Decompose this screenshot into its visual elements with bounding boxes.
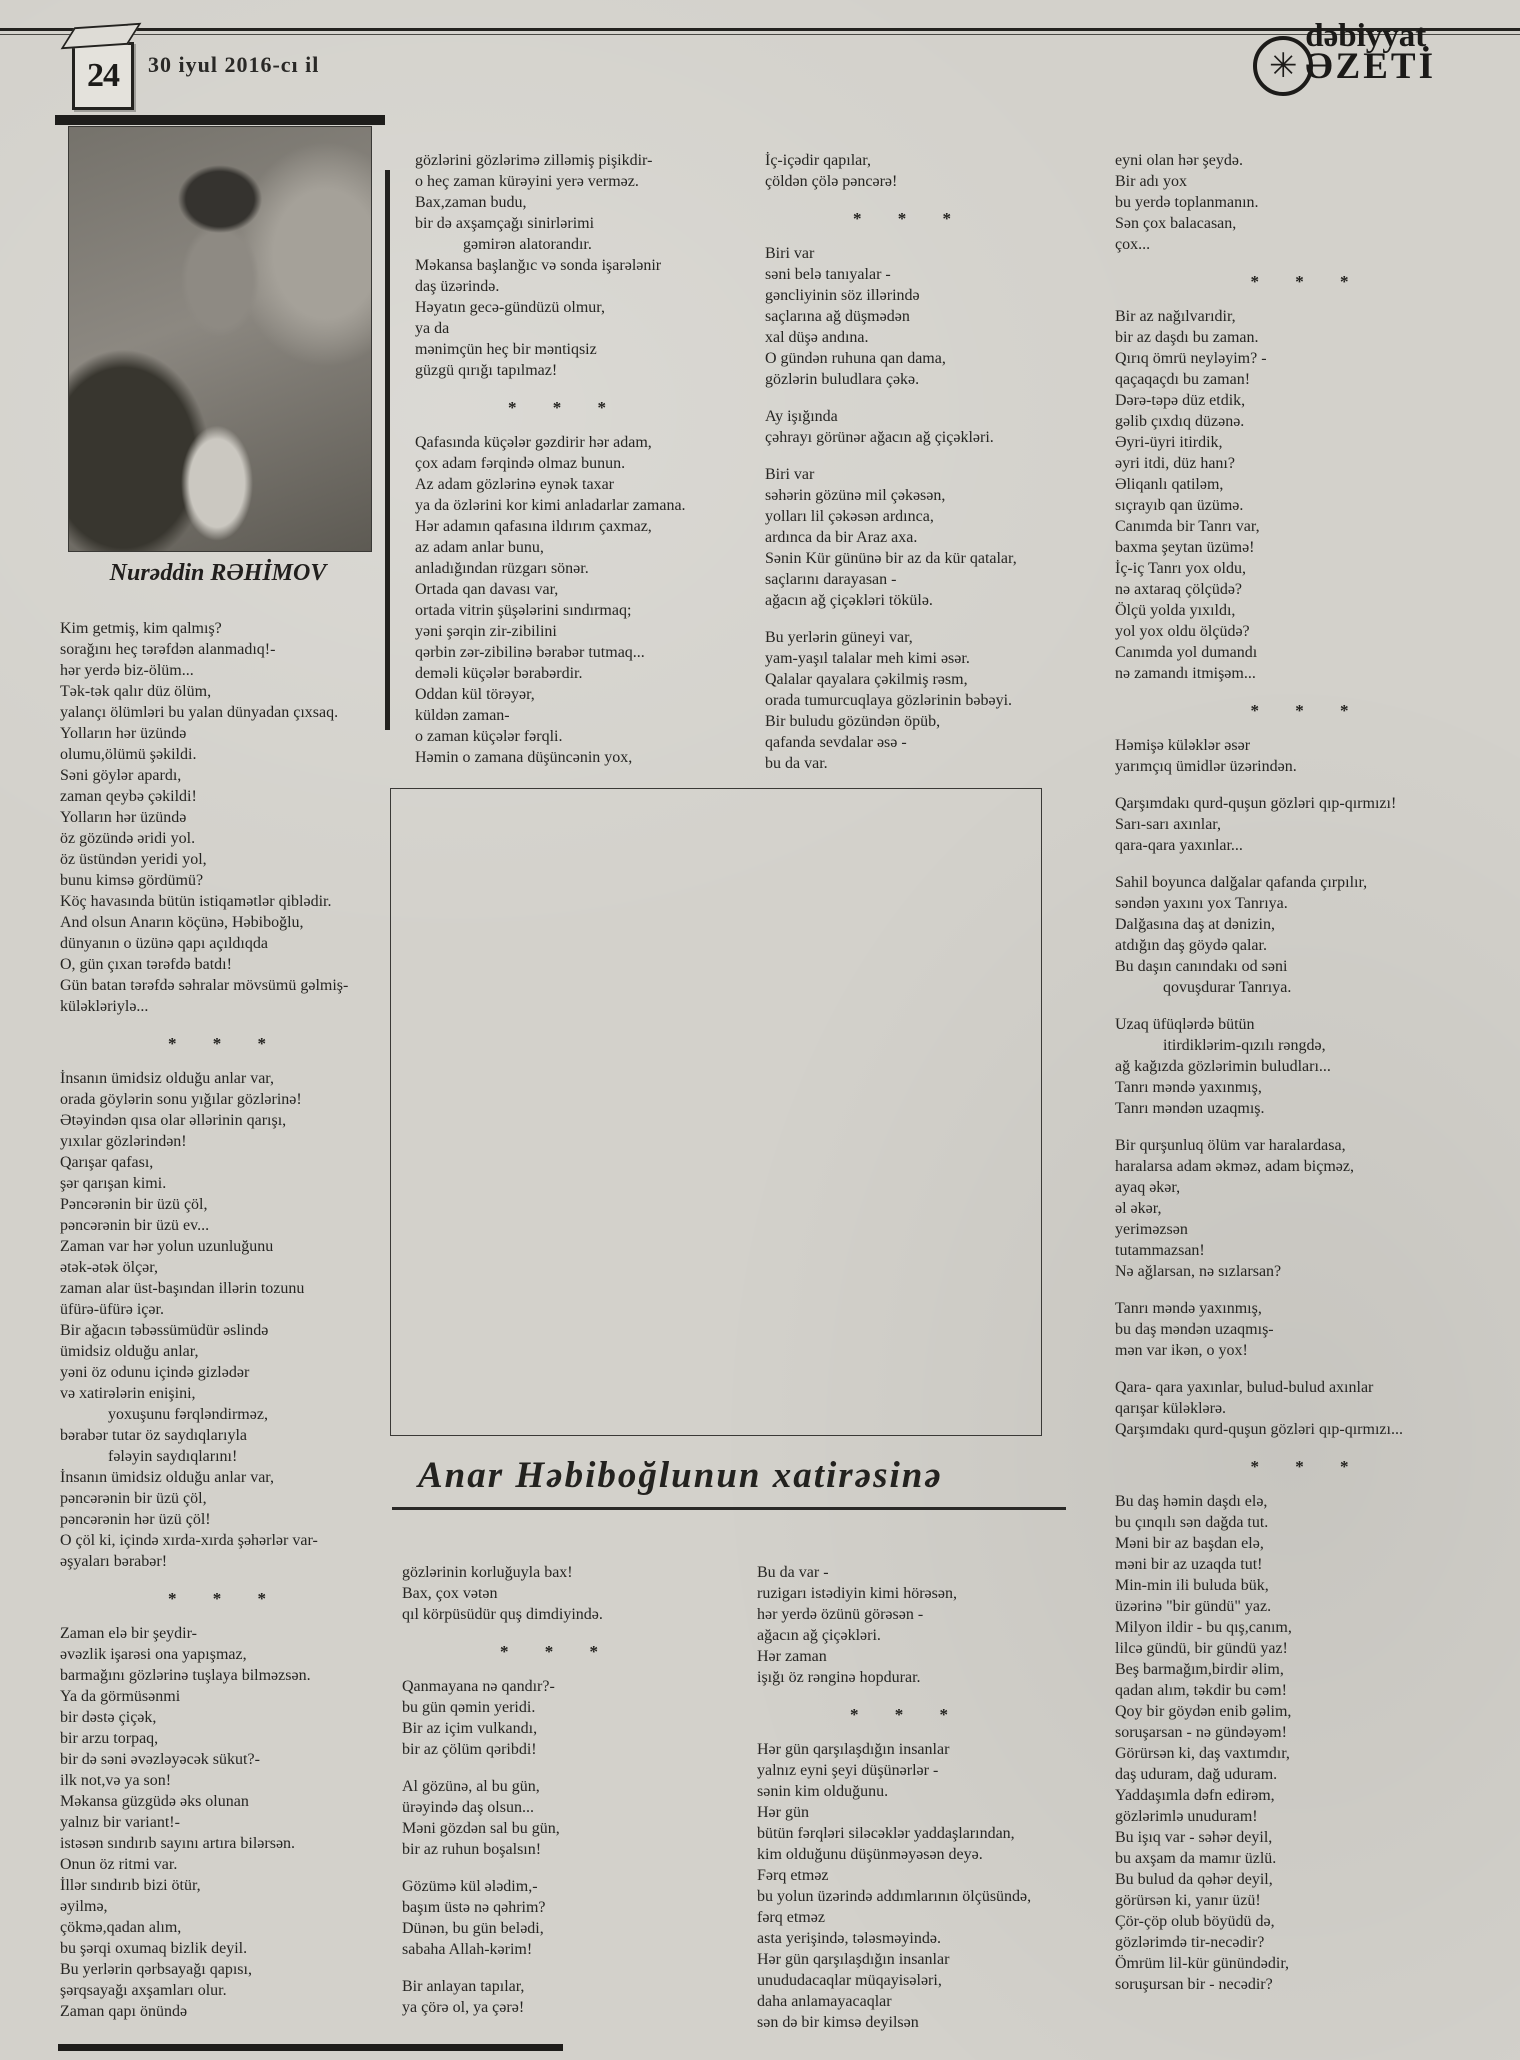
poem-line: ağacın ağ çiçəkləri tökülə. <box>765 592 933 609</box>
stanza <box>757 1562 1057 1688</box>
poem-line: bütün fərqləri siləcəklər yaddaşlarından, <box>757 1825 1015 1842</box>
poem-line: bu gün qəmin yeridi. <box>402 1699 536 1716</box>
poem-line: Hər adamın qafasına ildırım çaxmaz, <box>415 518 652 535</box>
poem-line: yam-yaşıl talalar meh kimi əsər. <box>765 650 970 667</box>
poem-line: Qarşımdakı qurd-quşun gözləri qıp-qırmızı... <box>1115 1421 1403 1438</box>
poem-line: yarımçıq ümidlər üzərindən. <box>1115 758 1297 775</box>
poem-line: Zaman elə bir şeydir- <box>60 1625 197 1642</box>
poem-line: Bir az nağılvarıdir, <box>1115 308 1236 325</box>
stanza <box>60 1623 390 2022</box>
poem-line: Həmin o zamana düşüncənin yox, <box>415 749 633 766</box>
poem-line: bu yerdə toplanmanın. <box>1115 194 1259 211</box>
poem-line: üzərinə "bir gündü" yaz. <box>1115 1598 1272 1615</box>
stanza <box>1115 1491 1500 1995</box>
poem-line: Tanrı məndə yaxınmış, <box>1115 1079 1262 1096</box>
poem-line: Qoy bir göydən enib gəlim, <box>1115 1703 1292 1720</box>
poem-line: gözlərin buludlara çəkə. <box>765 371 920 388</box>
poem-line: sorağını heç tərəfdən alanmadıq!- <box>60 641 276 658</box>
poem-line: məni bir az uzaqda tut! <box>1115 1556 1263 1573</box>
issue-date: 30 iyul 2016-cı il <box>148 52 320 77</box>
poem-line: Canımda bir Tanrı var, <box>1115 518 1260 535</box>
stanza <box>1115 872 1500 998</box>
stanza-separator: * * * <box>168 1034 282 1053</box>
poem-line: daş üzərində. <box>415 278 500 295</box>
poem-line: az adam anlar bunu, <box>415 539 544 556</box>
poem-line: İnsanın ümidsiz olduğu anlar var, <box>60 1070 274 1087</box>
stanza-separator: * * * <box>508 398 622 417</box>
poem-line: qara-qara yaxınlar... <box>1115 837 1243 854</box>
poem-line: ya çörə ol, ya çərə! <box>402 1999 525 2016</box>
poem-line: ya da <box>415 320 450 337</box>
poem-line: bu yolun üzərində addımlarının ölçüsündə, <box>757 1888 1032 1905</box>
poem-line: Gözümə kül ələdim,- <box>402 1878 538 1895</box>
poem-line: Min-min ili buluda bük, <box>1115 1577 1269 1594</box>
poem-line: bu daş məndən uzaqmış- <box>1115 1321 1274 1338</box>
poem-line: Hər zaman <box>757 1648 827 1665</box>
stanza-separator: * * * <box>850 1705 964 1724</box>
poem-line: Bax, çox vətən <box>402 1585 498 1602</box>
poem-line: İç-iç Tanrı yox oldu, <box>1115 560 1246 577</box>
stanza <box>1115 1377 1500 1440</box>
stanza <box>765 150 1055 192</box>
stanza <box>765 243 1055 390</box>
poem-column-1 <box>60 618 390 2038</box>
memorial-photo <box>390 788 1042 1436</box>
poem-line: bu şərqi oxumaq bizlik deyil. <box>60 1940 248 1957</box>
poem-line: Bu da var - <box>757 1564 829 1581</box>
poem-line: küldən zaman- <box>415 707 510 724</box>
poem-line: Milyon ildir - bu qış,canım, <box>1115 1619 1292 1636</box>
stanza <box>1115 793 1500 856</box>
poem-line: çəhrayı görünər ağacın ağ çiçəkləri. <box>765 429 994 446</box>
poem-line: sıçrayıb qan üzümə. <box>1115 497 1244 514</box>
poem-line: orada tumurcuqlaya gözlərinin bəbəyi. <box>765 692 1013 709</box>
poem-line: əyilmə, <box>60 1898 108 1915</box>
poem-line: qaçaqaçdı bu zaman! <box>1115 371 1251 388</box>
poem-line: bir dəstə çiçək, <box>60 1709 157 1726</box>
poem-line: əvəzlik işarəsi ona yapışmaz, <box>60 1646 247 1663</box>
poem-line: soruşursan bir - necədir? <box>1115 1976 1273 1993</box>
poem-line: Ömrüm lil-kür günündədir, <box>1115 1955 1289 1972</box>
poem-column-3 <box>765 150 1055 790</box>
poem-line: baxma şeytan üzümə! <box>1115 539 1255 556</box>
poem-line: İç-içədir qapılar, <box>765 152 871 169</box>
poem-line: Biri var <box>765 466 815 483</box>
poem-line: barmağını gözlərinə tuşlaya bilməzsən. <box>60 1667 311 1684</box>
poem-line: Ortada qan davası var, <box>415 581 559 598</box>
stanza <box>1115 306 1500 684</box>
poem-line: Bu işıq var - səhər deyil, <box>1115 1829 1273 1846</box>
poem-line: atdığın daş göydə qalar. <box>1115 937 1267 954</box>
poem-line: bərabər tutar öz saydıqlarıyla <box>60 1427 248 1444</box>
bottom-rule <box>58 2044 563 2051</box>
poem-line: yeriməzsən <box>1115 1221 1188 1238</box>
poem-line: yalnız eyni şeyi düşünərlər - <box>757 1762 939 1779</box>
author-name: Nurəddin RƏHİMOV <box>109 560 327 586</box>
poem-line: Nə ağlarsan, nə sızlarsan? <box>1115 1263 1282 1280</box>
poem-line: Yaddaşımla dəfn edirəm, <box>1115 1787 1275 1804</box>
poem-line: ortada vitrin şüşələrini sındırmaq; <box>415 602 632 619</box>
poem-line: səhərin gözünə mil çəkəsən, <box>765 487 946 504</box>
poem-line: O, gün çıxan tərəfdə batdı! <box>60 956 232 973</box>
poem-line: eyni olan hər şeydə. <box>1115 152 1243 169</box>
poem-line: qərbin zər-zibilinə bərabər tutmaq... <box>415 644 645 661</box>
poem-line: gözlərinin korluğuyla bax! <box>402 1564 573 1581</box>
stanza <box>402 1776 712 1860</box>
poem-line: sabaha Allah-kərim! <box>402 1941 533 1958</box>
poem-line: gözlərimlə unuduram! <box>1115 1808 1258 1825</box>
poem-line: Bir az içim vulkandı, <box>402 1720 538 1737</box>
poem-line: yoxuşunu fərqləndirməz, <box>60 1406 268 1423</box>
poem-line: İnsanın ümidsiz olduğu anlar var, <box>60 1469 274 1486</box>
poem-line: Məkansa başlanğıc və sonda işarələnir <box>415 257 662 274</box>
poem-column-4 <box>1115 150 1500 2011</box>
poem-line: sən də bir kimsə deyilsən <box>757 2014 919 2031</box>
poem-line: tutammazsan! <box>1115 1242 1205 1259</box>
poem-line: sənin kim olduğunu. <box>757 1783 889 1800</box>
stanza <box>415 432 715 768</box>
poem-line: əşyaları bərabər! <box>60 1553 168 1570</box>
poem-line: Yolların hər üzündə <box>60 725 187 742</box>
poem-line: kim olduğunu düşünməyəsən deyə. <box>757 1846 983 1863</box>
poem-line: gözlərini gözlərimə zilləmiş pişikdir- <box>415 152 653 169</box>
poem-line: o zaman küçələr fərqli. <box>415 728 563 745</box>
poem-line: öz üstündən yeridi yol, <box>60 851 207 868</box>
poem-line: Yolların hər üzündə <box>60 809 187 826</box>
poem-line: Sənin Kür gününə bir az da kür qatalar, <box>765 550 1017 567</box>
poem-line: bu da var. <box>765 755 828 772</box>
author-photo <box>68 126 372 552</box>
poem-line: Həyatın gecə-gündüzü olmur, <box>415 299 605 316</box>
poem-line: itirdiklərim-qızılı rəngdə, <box>1115 1037 1326 1054</box>
stanza-separator: * * * <box>853 209 967 228</box>
poem-line: şərqsayağı axşamları olur. <box>60 1982 227 1999</box>
poem-line: Həmişə küləklər əsər <box>1115 737 1251 754</box>
poem-line: çox adam fərqində olmaz bunun. <box>415 455 626 472</box>
poem-line: O çöl ki, içində xırda-xırda şəhərlər var- <box>60 1532 318 1549</box>
poem-line: başım üstə nə qəhrim? <box>402 1899 546 1916</box>
poem-line: Zaman qapı önündə <box>60 2003 188 2020</box>
poem-column-bottom-middle <box>757 1562 1057 2049</box>
poem-line: orada göylərin sonu yığılar gözlərinə! <box>60 1091 302 1108</box>
poem-line: And olsun Anarın köçünə, Həbiboğlu, <box>60 914 304 931</box>
poem-line: Tanrı məndə yaxınmış, <box>1115 1300 1262 1317</box>
poem-line: gəmirən alatorandır. <box>415 236 592 253</box>
poem-line: dünyanın o üzünə qapı açıldıqda <box>60 935 268 952</box>
stanza <box>1115 1014 1500 1119</box>
poem-line: çox... <box>1115 236 1151 253</box>
poem-line: saçlarına ağ düşmədən <box>765 308 910 325</box>
poem-line: Ay işığında <box>765 408 838 425</box>
poem-line: ruzigarı istədiyin kimi hörəsən, <box>757 1585 957 1602</box>
poem-line: Məni gözdən sal bu gün, <box>402 1820 560 1837</box>
stanza <box>1115 1135 1500 1282</box>
poem-line: yalnız bir variant!- <box>60 1814 180 1831</box>
poem-line: Qalalar qayalara çəkilmiş rəsm, <box>765 671 968 688</box>
poem-line: Bir ağacın təbəssümüdür əslində <box>60 1322 269 1339</box>
poem-line: yıxılar gözlərindən! <box>60 1133 187 1150</box>
poem-line: Sahil boyunca dalğalar qafanda çırpılır, <box>1115 874 1368 891</box>
masthead-title-top: dəbiyyat <box>1305 18 1427 54</box>
poem-line: qafanda sevdalar əsə - <box>765 734 907 751</box>
poem-line: Bir buludu gözündən öpüb, <box>765 713 941 730</box>
poem-line: fələyin saydıqlarını! <box>60 1448 238 1465</box>
poem-line: Qanmayana nə qandır?- <box>402 1678 555 1695</box>
stanza <box>60 618 390 1017</box>
poem-line: əyri itdi, düz hanı? <box>1115 455 1235 472</box>
stanza <box>60 1068 390 1572</box>
poem-line: bunu kimsə gördümü? <box>60 872 204 889</box>
poem-line: saçlarını darayasan - <box>765 571 897 588</box>
book-icon <box>72 42 134 110</box>
poem-line: Az adam gözlərinə eynək taxar <box>415 476 615 493</box>
poem-line: Sarı-sarı axınlar, <box>1115 816 1221 833</box>
poem-line: qarışar küləklərə. <box>1115 1400 1227 1417</box>
poem-line: Tək-tək qalır düz ölüm, <box>60 683 212 700</box>
poem-line: yəni öz odunu içində gizlədər <box>60 1364 250 1381</box>
stanza-separator: * * * <box>1250 701 1365 720</box>
poem-line: Bu bulud da qəhər deyil, <box>1115 1871 1273 1888</box>
poem-line: Görürsən ki, daş vaxtımdır, <box>1115 1745 1290 1762</box>
poem-line: Qırıq ömrü neyləyim? - <box>1115 350 1267 367</box>
stanza <box>402 1876 712 1960</box>
poem-line: səni belə tanıyalar - <box>765 266 891 283</box>
poem-line: Bir qurşunluq ölüm var haralardasa, <box>1115 1137 1346 1154</box>
poem-line: qadan alım, təkdir bu cəm! <box>1115 1682 1287 1699</box>
poem-line: anladığından rüzgarı sönər. <box>415 560 589 577</box>
stanza-separator: * * * <box>1250 272 1365 291</box>
poem-line: Bir adı yox <box>1115 173 1187 190</box>
poem-line: pəncərənin bir üzü ev... <box>60 1217 210 1234</box>
poem-line: Əyri-üyri itirdik, <box>1115 434 1223 451</box>
poem-line: ətək-ətək ölçər, <box>60 1259 158 1276</box>
poem-line: ağ kağızda gözlərimin buludları... <box>1115 1058 1331 1075</box>
poem-line: daş uduram, dağ uduram. <box>1115 1766 1278 1783</box>
page-number: 24 <box>87 57 119 94</box>
poem-line: Bu daş həmin daşdı elə, <box>1115 1493 1268 1510</box>
poem-line: yolları lil çəkəsən ardınca, <box>765 508 934 525</box>
stanza <box>757 1739 1057 2033</box>
poem-line: O gündən ruhuna qan dama, <box>765 350 946 367</box>
poem-line: haralarsa adam əkməz, adam biçməz, <box>1115 1158 1354 1175</box>
poem-line: ya da özlərini kor kimi anladarlar zamana. <box>415 497 686 514</box>
poem-line: şər qarışan kimi. <box>60 1175 167 1192</box>
poem-line: o heç zaman kürəyini yerə verməz. <box>415 173 639 190</box>
stanza-separator: * * * <box>168 1589 282 1608</box>
poem-line: Məkansa güzgüdə əks olunan <box>60 1793 249 1810</box>
poem-line: Bu yerlərin qərbsayağı qapısı, <box>60 1961 252 1978</box>
poem-line: soruşarsan - nə gündəyəm! <box>1115 1724 1287 1741</box>
poem-line: bir az ruhun boşalsın! <box>402 1841 542 1858</box>
poem-line: qıl körpüsüdür quş dimdiyində. <box>402 1606 603 1623</box>
poem-line: Çör-çöp olub böyüdü də, <box>1115 1913 1275 1930</box>
poem-line: küləkləriylə... <box>60 998 149 1015</box>
memorial-caption: Anar Həbiboğlunun xatirəsinə <box>392 1448 1066 1510</box>
stanza <box>765 406 1055 448</box>
poem-line: üfürə-üfürə içər. <box>60 1301 164 1318</box>
poem-line: çöldən çölə pəncərə! <box>765 173 898 190</box>
poem-line: bir az çölüm qəribdi! <box>402 1741 537 1758</box>
poem-line: Tanrı məndən uzaqmış. <box>1115 1100 1265 1117</box>
poem-line: çökmə,qadan alım, <box>60 1919 182 1936</box>
poem-line: Uzaq üfüqlərdə bütün <box>1115 1016 1255 1033</box>
poem-line: pəncərənin hər üzü çöl! <box>60 1511 211 1528</box>
poem-line: Canımda yol dumandı <box>1115 644 1258 661</box>
poem-line: pəncərənin bir üzü çöl, <box>60 1490 207 1507</box>
poem-line: Beş barmağım,birdir əlim, <box>1115 1661 1284 1678</box>
poem-line: yəni şərqin zir-zibilini <box>415 623 557 640</box>
poem-line: gəncliyinin söz illərində <box>765 287 920 304</box>
poem-line: hər yerdə özünü görəsən - <box>757 1606 924 1623</box>
poem-line: hər yerdə biz-ölüm... <box>60 662 194 679</box>
poem-line: Qafasında küçələr gəzdirir hər adam, <box>415 434 652 451</box>
stanza <box>415 150 715 381</box>
poem-line: Oddan kül törəyər, <box>415 686 535 703</box>
poem-line: bir az daşdı bu zaman. <box>1115 329 1259 346</box>
poem-column-2 <box>415 150 715 784</box>
poem-line: bir də səni əvəzləyəcək sükut?- <box>60 1751 260 1768</box>
poem-line: mənimçün heç bir məntiqsiz <box>415 341 597 358</box>
poem-line: ağacın ağ çiçəkləri. <box>757 1627 881 1644</box>
poem-line: yol yox oldu ölçüdə? <box>1115 623 1250 640</box>
poem-line: Məni bir az başdan elə, <box>1115 1535 1264 1552</box>
poem-line: bir də axşamçağı sinirlərimi <box>415 215 595 232</box>
poem-line: Ölçü yolda yıxıldı, <box>1115 602 1236 619</box>
poem-line: Bir anlayan tapılar, <box>402 1978 525 1995</box>
star-emblem-icon: ✳ <box>1253 36 1313 96</box>
poem-line: gəlib çıxdıq düzənə. <box>1115 413 1245 430</box>
stanza <box>1115 735 1500 777</box>
poem-line: Onun öz ritmi var. <box>60 1856 178 1873</box>
poem-line: Bu daşın canındakı od səni <box>1115 958 1288 975</box>
poem-line: ilk not,və ya son! <box>60 1772 172 1789</box>
poem-line: ümidsiz olduğu anlar, <box>60 1343 199 1360</box>
poem-line: Dalğasına daş at dənizin, <box>1115 916 1275 933</box>
stanza-separator: * * * <box>1250 1457 1365 1476</box>
poem-line: daha anlamayacaqlar <box>757 1993 892 2010</box>
poem-line: Bu yerlərin güneyi var, <box>765 629 913 646</box>
poem-line: öz gözündə əridi yol. <box>60 830 196 847</box>
poem-line: bu çınqılı sən dağda tut. <box>1115 1514 1269 1531</box>
poem-line: Köç havasında bütün istiqamətlər qiblədir. <box>60 893 332 910</box>
poem-line: bir arzu torpaq, <box>60 1730 159 1747</box>
poem-line: Fərq etməz <box>757 1867 829 1884</box>
poem-line: İllər sındırıb bizi ötür, <box>60 1877 201 1894</box>
poem-line: asta yerişində, tələsməyində. <box>757 1930 941 1947</box>
poem-line: Hər gün qarşılaşdığın insanlar <box>757 1741 950 1758</box>
poem-line: Ətəyindən qısa olar əllərinin qarışı, <box>60 1112 287 1129</box>
poem-line: Dünən, bu gün belədi, <box>402 1920 544 1937</box>
poem-line: işığı öz rənginə hopdurar. <box>757 1669 921 1686</box>
poem-line: gözlərimdə tir-necədir? <box>1115 1934 1265 1951</box>
masthead-title-bottom: ƏZETİ <box>1305 45 1436 87</box>
poem-line: səndən yaxını yox Tanrıya. <box>1115 895 1288 912</box>
stanza <box>1115 1298 1500 1361</box>
poem-line: yalançı ölümləri bu yalan dünyadan çıxsaq. <box>60 704 339 721</box>
poem-line: Al gözünə, al bu gün, <box>402 1778 540 1795</box>
stanza <box>402 1676 712 1760</box>
poem-line: Kim getmiş, kim qalmış? <box>60 620 222 637</box>
masthead <box>1253 18 1436 96</box>
poem-line: zaman qeybə çəkildi! <box>60 788 197 805</box>
poem-line: unududacaqlar müqayisələri, <box>757 1972 942 1989</box>
poem-line: Qarşımdakı qurd-quşun gözləri qıp-qırmızı! <box>1115 795 1397 812</box>
poem-line: Hər gün qarşılaşdığın insanlar <box>757 1951 950 1968</box>
poem-line: görürsən ki, yanır üzü! <box>1115 1892 1261 1909</box>
poem-line: Əliqanlı qatiləm, <box>1115 476 1224 493</box>
stanza <box>402 1976 712 2018</box>
poem-line: ayaq əkər, <box>1115 1179 1181 1196</box>
poem-line: deməli küçələr bərabərdir. <box>415 665 583 682</box>
poem-column-bottom-left <box>402 1562 712 2034</box>
poem-line: Bax,zaman budu, <box>415 194 527 211</box>
poem-line: Qara- qara yaxınlar, bulud-bulud axınlar <box>1115 1379 1374 1396</box>
poem-line: Qarışar qafası, <box>60 1154 154 1171</box>
poem-line: mən var ikən, o yox! <box>1115 1342 1248 1359</box>
poem-line: istəsən sındırıb sayını artıra bilərsən. <box>60 1835 296 1852</box>
poem-line: nə axtaraq çölçüdə? <box>1115 581 1243 598</box>
poem-line: olumu,ölümü şəkildi. <box>60 746 197 763</box>
poem-line: bu axşam da mamır üzlü. <box>1115 1850 1277 1867</box>
poem-line: fərq etməz <box>757 1909 825 1926</box>
stanza <box>765 464 1055 611</box>
poem-line: nə zamandı itmişəm... <box>1115 665 1256 682</box>
stanza <box>765 627 1055 774</box>
poem-line: və xatirələrin enişini, <box>60 1385 196 1402</box>
poem-line: Dərə-təpə düz etdik, <box>1115 392 1246 409</box>
poem-line: Pəncərənin bir üzü çöl, <box>60 1196 208 1213</box>
stanza-separator: * * * <box>500 1642 614 1661</box>
poem-line: Biri var <box>765 245 815 262</box>
poem-line: Hər gün <box>757 1804 809 1821</box>
stanza <box>1115 150 1500 255</box>
poem-line: əl əkər, <box>1115 1200 1162 1217</box>
poem-line: Ya da görmüsənmi <box>60 1688 181 1705</box>
stanza <box>402 1562 712 1625</box>
poem-line: ürəyində daş olsun... <box>402 1799 534 1816</box>
poem-line: Gün batan tərəfdə səhralar mövsümü gəlmiş- <box>60 977 349 994</box>
poem-line: Zaman var hər yolun uzunluğunu <box>60 1238 274 1255</box>
poem-line: ardınca da bir Araz axa. <box>765 529 918 546</box>
poem-line: zaman alar üst-başından illərin tozunu <box>60 1280 305 1297</box>
poem-line: Səni göylər apardı, <box>60 767 182 784</box>
poem-line: güzgü qırığı tapılmaz! <box>415 362 558 379</box>
poem-line: xal düşə andına. <box>765 329 869 346</box>
poem-line: qovuşdurar Tanrıya. <box>1115 979 1292 996</box>
poem-line: lilcə gündü, bir gündü yaz! <box>1115 1640 1288 1657</box>
poem-line: Sən çox balacasan, <box>1115 215 1237 232</box>
